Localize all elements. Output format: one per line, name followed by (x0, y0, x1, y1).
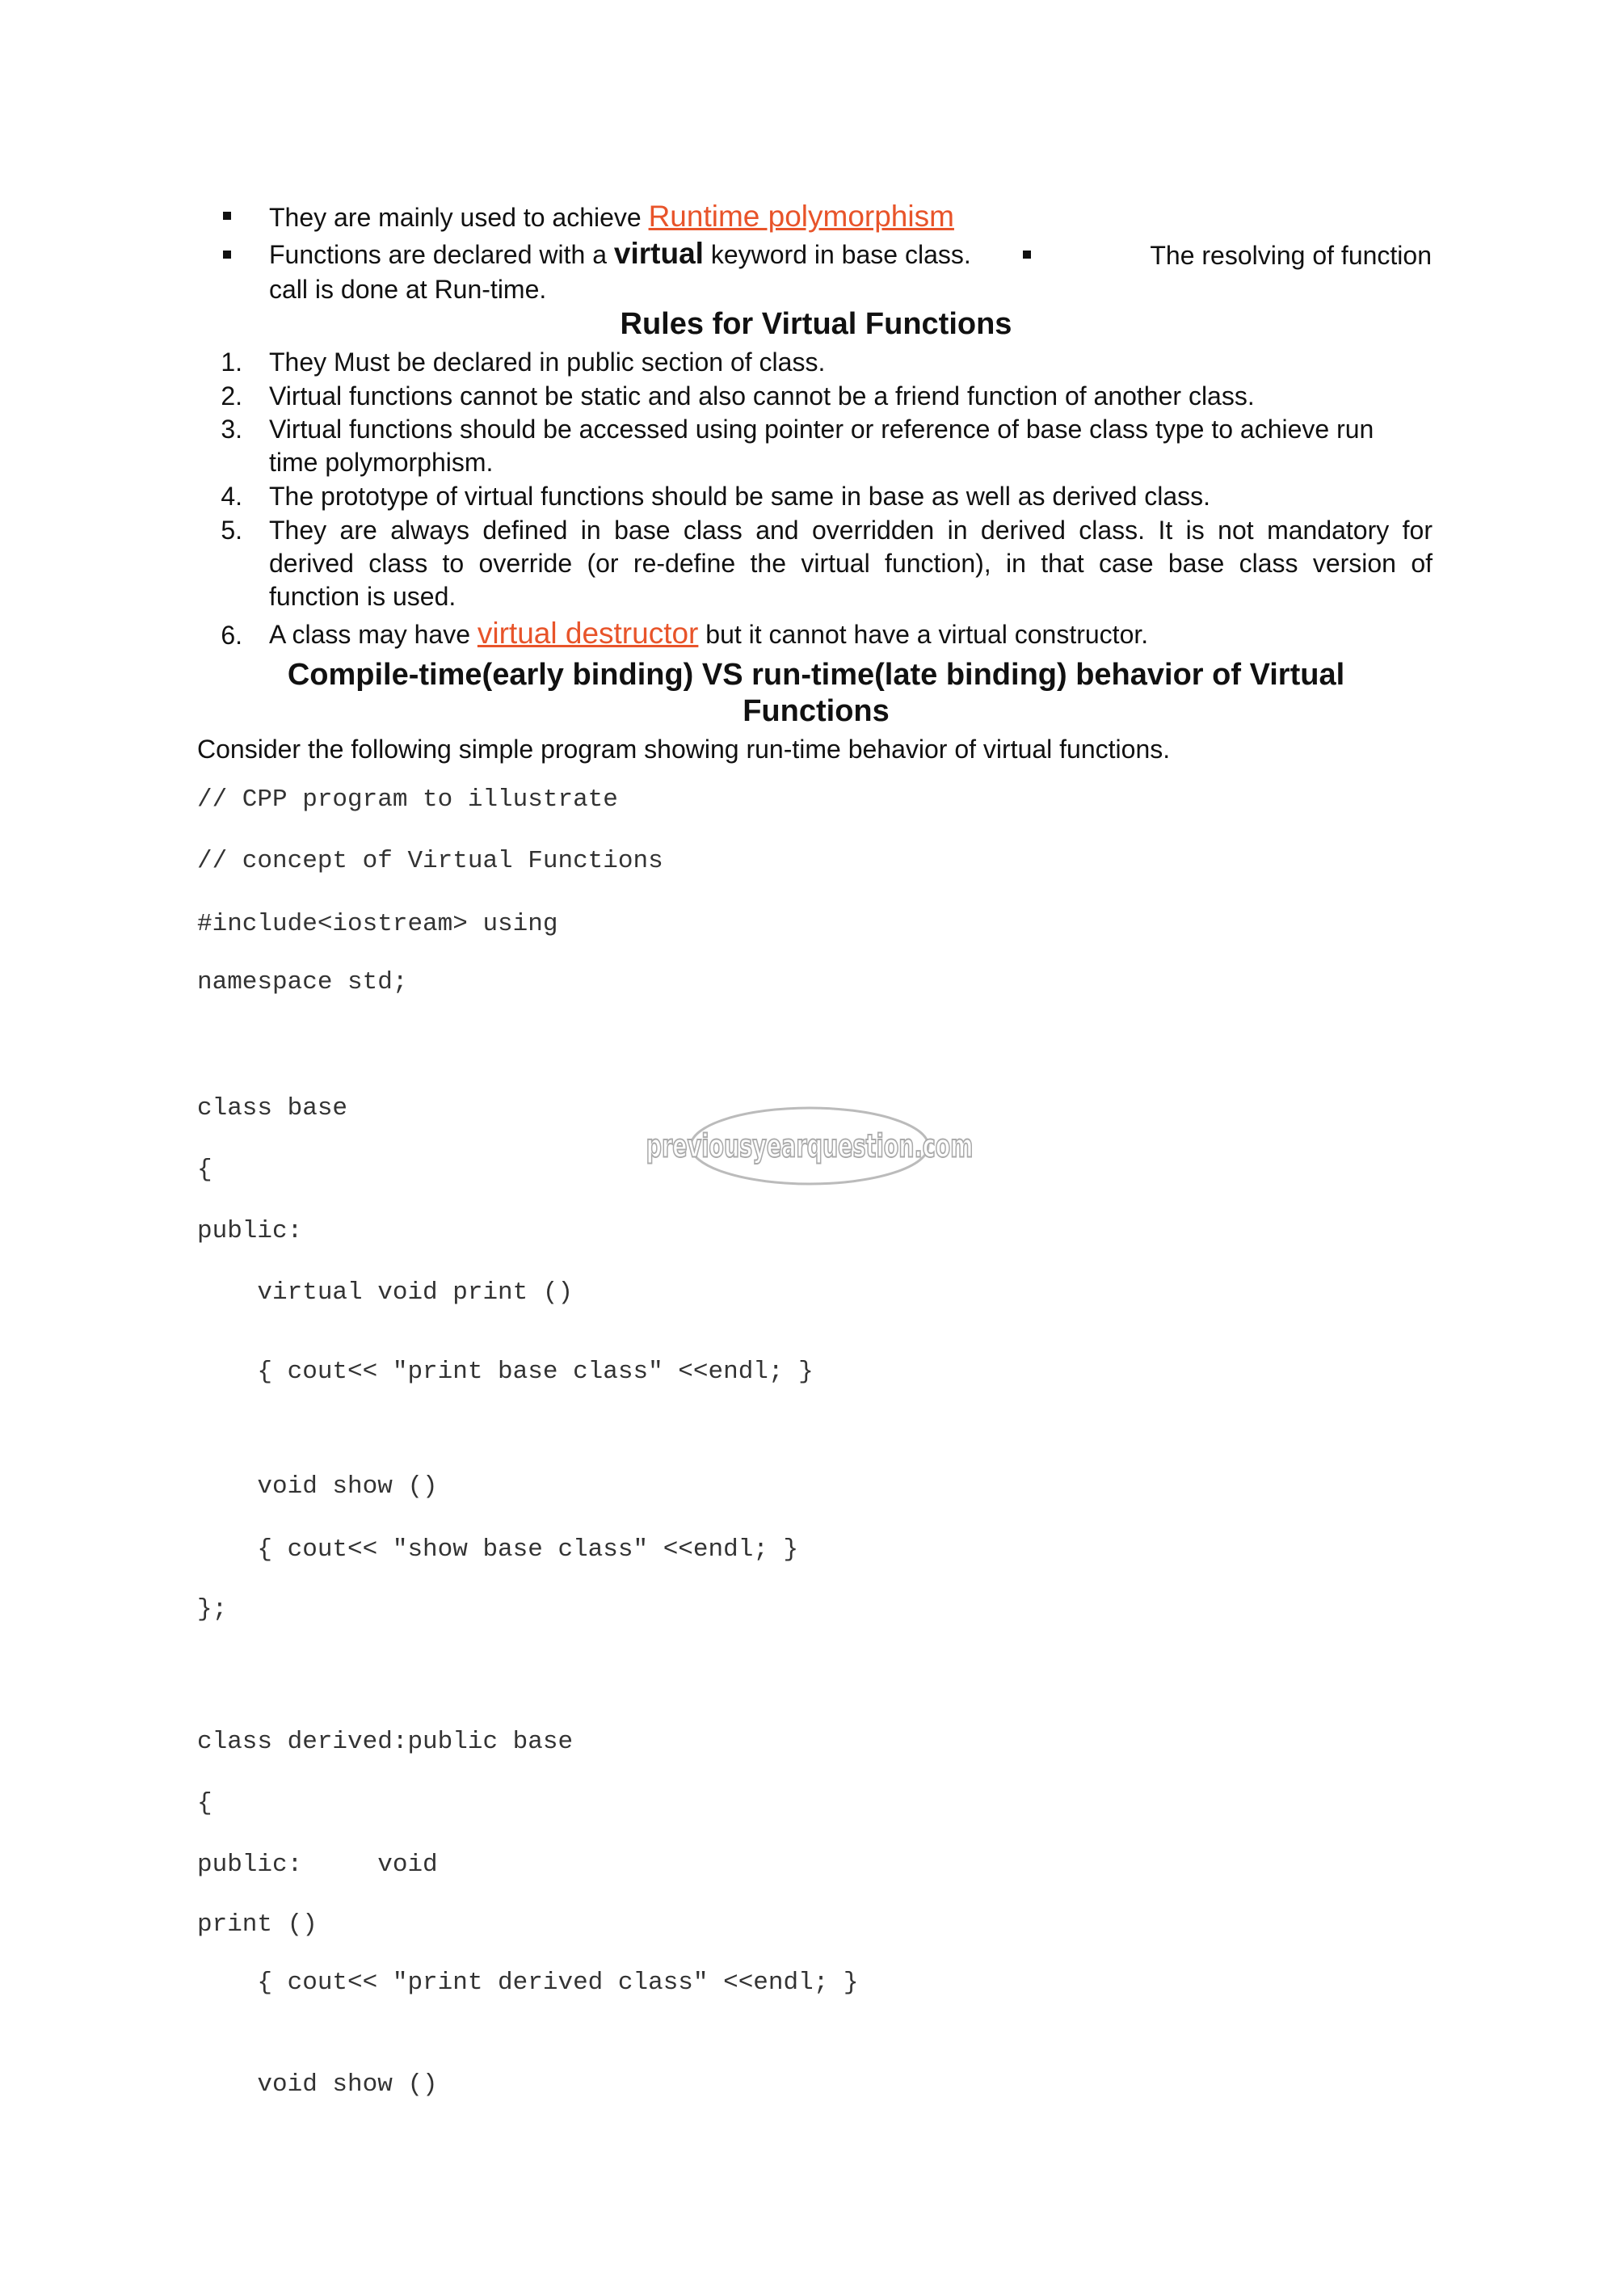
code-line: #include<iostream> using (197, 910, 558, 938)
bullet-item-1 (269, 200, 954, 234)
rule-number: 1. (221, 347, 242, 377)
intro-text: Consider the following simple program showing run-time behavior of virtual functions. (197, 735, 1171, 764)
bullet-marker (223, 212, 231, 220)
rule-number: 5. (221, 516, 242, 545)
bullet-text-line2: call is done at Run-time. (269, 275, 547, 304)
rule-text: function is used. (269, 582, 456, 611)
code-line: void show () (197, 2070, 438, 2099)
bullet-marker (223, 251, 231, 259)
rules-heading: Rules for Virtual Functions (620, 307, 1012, 341)
code-line: // concept of Virtual Functions (197, 847, 663, 875)
rule-text: The prototype of virtual functions should be same in base as well as derived class. (269, 482, 1211, 511)
rule-text: Virtual functions cannot be static and also cannot be a friend function of another class. (269, 381, 1255, 411)
code-line: public: void (197, 1851, 438, 1879)
bullet-text-tail: The resolving of function (1150, 241, 1432, 270)
code-line: class base (197, 1094, 348, 1122)
rule-text: derived class to override (or re-define the virtual function), in that case base class version of (269, 549, 1433, 578)
code-line: namespace std; (197, 968, 408, 996)
code-line: // CPP program to illustrate (197, 785, 618, 814)
virtual-keyword: virtual (613, 237, 704, 270)
compile-time-heading-line1: Compile-time(early binding) VS run-time(late binding) behavior of Virtual (287, 658, 1345, 692)
code-line: { cout<< "print base class" <<endl; } (197, 1358, 814, 1386)
code-line: { (197, 1789, 212, 1817)
code-line: }; (197, 1595, 228, 1624)
rule-text-part: but it cannot have a virtual constructor. (698, 620, 1149, 649)
bullet-text: Functions are declared with a (269, 240, 614, 269)
code-line: { cout<< "show base class" <<endl; } (197, 1535, 799, 1564)
code-line: class derived:public base (197, 1728, 574, 1756)
svg-text:previousyearquestion.com: previousyearquestion.com (646, 1128, 974, 1165)
rule-number: 4. (221, 482, 242, 511)
rule-text: time polymorphism. (269, 448, 494, 477)
code-line: public: (197, 1217, 303, 1245)
bullet-text: They are mainly used to achieve (269, 203, 642, 232)
bullet-marker (1023, 251, 1031, 259)
rule-number: 6. (221, 621, 242, 650)
rule-text: They Must be declared in public section of class. (269, 347, 826, 377)
rule-number: 2. (221, 381, 242, 411)
rule-text-part: A class may have (269, 620, 478, 649)
code-line: { cout<< "print derived class" <<endl; } (197, 1969, 859, 1997)
rule-text: They are always defined in base class and overridden in derived class. It is not mandatory for (269, 516, 1433, 545)
rule-number: 3. (221, 415, 242, 444)
code-line: void show () (197, 1472, 438, 1501)
rule-text: Virtual functions should be accessed using pointer or reference of base class type to achieve run (269, 415, 1374, 444)
code-line: print () (197, 1910, 318, 1939)
code-line: virtual void print () (197, 1278, 574, 1307)
compile-time-heading-line2: Functions (743, 694, 890, 728)
rule-text (269, 617, 1148, 651)
bullet-text: keyword in base class. (703, 240, 971, 269)
watermark-logo (646, 1106, 974, 1186)
runtime-polymorphism-link[interactable]: Runtime polymorphism (648, 200, 954, 233)
code-line: { (197, 1156, 212, 1184)
virtual-destructor-link[interactable]: virtual destructor (477, 617, 699, 650)
